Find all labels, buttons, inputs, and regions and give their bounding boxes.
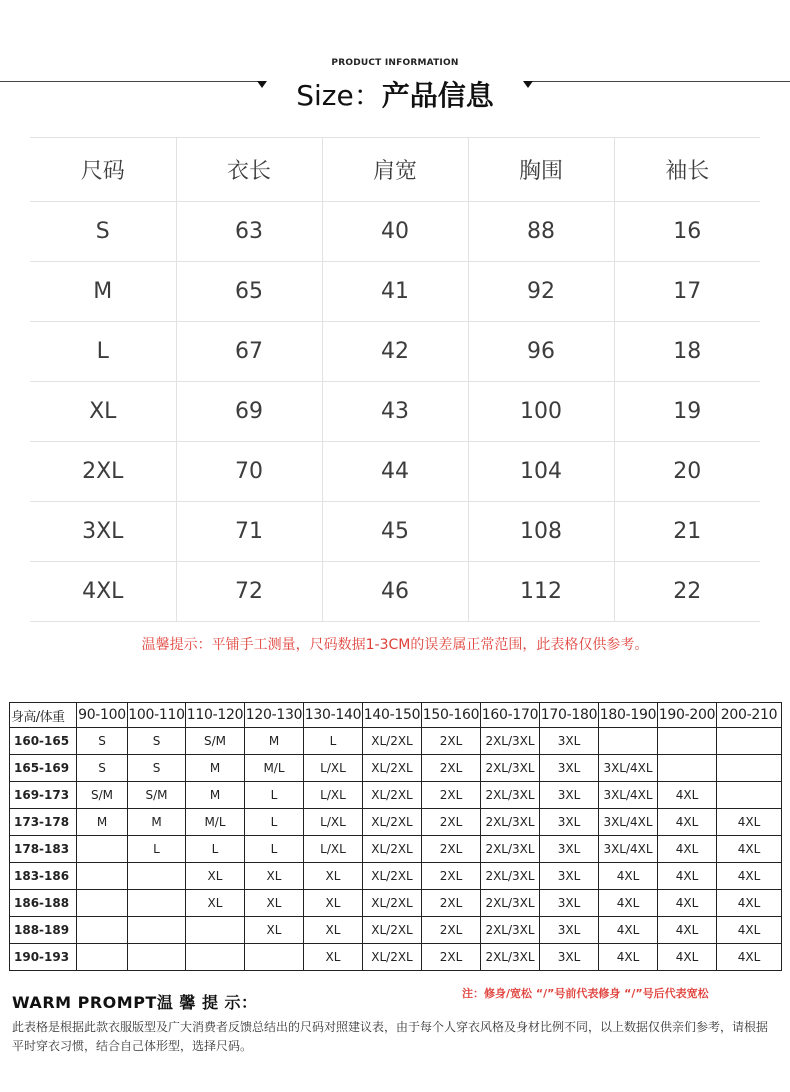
hw-table-height-label: 183-186 (10, 863, 77, 890)
hw-table-cell: XL (186, 863, 245, 890)
size-table-cell: 112 (468, 562, 614, 622)
hw-table-cell: S (77, 755, 128, 782)
hw-table-cell: 4XL (658, 782, 717, 809)
hw-table-cell: XL (304, 890, 363, 917)
hw-table-cell: 4XL (658, 917, 717, 944)
hw-table-cell: XL (304, 863, 363, 890)
hw-table-cell: 4XL (717, 917, 782, 944)
hw-table-cell: 4XL (599, 944, 658, 971)
hw-table-cell: L (186, 836, 245, 863)
hw-table-cell (658, 755, 717, 782)
hw-table-weight-header: 200-210 (717, 703, 782, 728)
hw-table-height-label: 190-193 (10, 944, 77, 971)
hw-table-weight-header: 100-110 (128, 703, 186, 728)
size-table-cell: 2XL (30, 442, 176, 502)
hw-table-cell: 2XL (422, 755, 481, 782)
hw-table-cell: M (245, 728, 304, 755)
hw-table-cell (77, 944, 128, 971)
size-table-cell: 69 (176, 382, 322, 442)
size-table-cell: 4XL (30, 562, 176, 622)
hw-table-height-label: 173-178 (10, 809, 77, 836)
hw-table-cell: XL (304, 917, 363, 944)
size-table-cell: L (30, 322, 176, 382)
hw-table-height-label: 186-188 (10, 890, 77, 917)
size-table-cell: S (30, 202, 176, 262)
hw-table-cell: L (245, 836, 304, 863)
size-table-cell: 45 (322, 502, 468, 562)
hw-table-cell: 3XL/4XL (599, 836, 658, 863)
hw-table-cell (128, 917, 186, 944)
hw-table-cell: 2XL (422, 728, 481, 755)
warm-prompt-description: 此表格是根据此款衣服版型及广大消费者反馈总结出的尺码对照建议表，由于每个人穿衣风格及身材比例不同，以上数据仅供亲们参考，请根据平时穿衣习惯，结合自己体形型，选择尺码。 (12, 1020, 769, 1053)
size-table-cell: 41 (322, 262, 468, 322)
hw-table-cell: XL/2XL (363, 917, 422, 944)
hw-table-cell (77, 836, 128, 863)
hw-table-cell: 4XL (717, 863, 782, 890)
size-table-cell: 46 (322, 562, 468, 622)
size-table-row (30, 442, 760, 502)
size-table-row (30, 382, 760, 442)
hw-table-cell: 2XL/3XL (481, 728, 540, 755)
measurement-tip: 温馨提示：平铺手工测量，尺码数据1-3CM的误差属正常范围，此表格仅供参考。 (141, 637, 649, 653)
size-table-header-cell: 衣长 (176, 138, 322, 202)
hw-table-cell: 2XL/3XL (481, 890, 540, 917)
hw-table-cell: L (245, 809, 304, 836)
hw-table-height-label: 160-165 (10, 728, 77, 755)
size-table-cell: 21 (614, 502, 760, 562)
hw-table-cell: XL (245, 917, 304, 944)
hw-table-cell: XL/2XL (363, 890, 422, 917)
hw-table-weight-header: 130-140 (304, 703, 363, 728)
hw-table-header-row (10, 703, 782, 728)
size-table-cell: 71 (176, 502, 322, 562)
hw-table-cell: 2XL (422, 917, 481, 944)
hw-table-cell: 4XL (658, 944, 717, 971)
hw-table-row (10, 782, 782, 809)
hw-table-cell: 4XL (599, 890, 658, 917)
hw-table-weight-header: 160-170 (481, 703, 540, 728)
hw-table-cell (128, 944, 186, 971)
page-title (0, 74, 790, 114)
title-size-word: Size： (296, 79, 382, 112)
size-table-cell: 40 (322, 202, 468, 262)
hw-table-cell: XL (245, 890, 304, 917)
hw-table-height-label: 188-189 (10, 917, 77, 944)
hw-table-cell: 2XL/3XL (481, 836, 540, 863)
hw-table-cell (77, 917, 128, 944)
hw-table-cell: S (128, 755, 186, 782)
hw-table-cell: 3XL (540, 944, 599, 971)
hw-table-corner-cell: 身高/体重 (10, 703, 77, 728)
size-table-cell: 18 (614, 322, 760, 382)
hw-table-cell: XL (245, 863, 304, 890)
hw-table-cell (128, 863, 186, 890)
hw-table-cell (599, 728, 658, 755)
hw-table-cell: S/M (77, 782, 128, 809)
size-table-cell: 88 (468, 202, 614, 262)
hw-table-cell: 2XL (422, 890, 481, 917)
hw-table-cell: L/XL (304, 836, 363, 863)
hw-table-cell: S/M (128, 782, 186, 809)
hw-table-cell: S (77, 728, 128, 755)
hw-table-cell: M (77, 809, 128, 836)
hw-table-row (10, 755, 782, 782)
size-table-row (30, 502, 760, 562)
size-table-cell: 63 (176, 202, 322, 262)
title-cn: 产品信息 (381, 79, 494, 112)
size-table-cell: XL (30, 382, 176, 442)
hw-table-cell: L (304, 728, 363, 755)
hw-table-cell: M (186, 782, 245, 809)
hw-table-cell: XL (186, 890, 245, 917)
size-table-cell: 96 (468, 322, 614, 382)
hw-table-cell: 4XL (599, 863, 658, 890)
hw-table-weight-header: 170-180 (540, 703, 599, 728)
hw-table-cell: XL (304, 944, 363, 971)
fit-note: 注：修身/宽松 “/”号前代表修身 “/”号后代表宽松 (462, 987, 709, 1000)
size-table-header-cell: 袖长 (614, 138, 760, 202)
size-table-row (30, 202, 760, 262)
hw-table-cell: 3XL (540, 836, 599, 863)
hw-table-cell: 4XL (658, 863, 717, 890)
hw-table-height-label: 165-169 (10, 755, 77, 782)
hw-table-height-label: 169-173 (10, 782, 77, 809)
hw-table-cell: 2XL/3XL (481, 782, 540, 809)
size-table-cell: 16 (614, 202, 760, 262)
hw-table-cell: M/L (186, 809, 245, 836)
size-table-header-cell: 尺码 (30, 138, 176, 202)
size-table-row (30, 562, 760, 622)
size-table-cell: 67 (176, 322, 322, 382)
hw-table-cell: 3XL (540, 917, 599, 944)
size-table-cell: 65 (176, 262, 322, 322)
size-table-cell: 72 (176, 562, 322, 622)
hw-table-cell: 4XL (599, 917, 658, 944)
size-table-cell: 92 (468, 262, 614, 322)
size-table-row (30, 262, 760, 322)
hw-table-cell: 2XL (422, 809, 481, 836)
hw-table-cell: XL/2XL (363, 836, 422, 863)
hw-table-cell: 3XL/4XL (599, 782, 658, 809)
hw-table-cell: M/L (245, 755, 304, 782)
hw-table-cell: 2XL/3XL (481, 755, 540, 782)
hw-table-cell: XL/2XL (363, 755, 422, 782)
size-table-cell: 22 (614, 562, 760, 622)
hw-table-cell: L (128, 836, 186, 863)
hw-table-cell: 4XL (717, 944, 782, 971)
hw-table-row (10, 863, 782, 890)
size-table-row (30, 322, 760, 382)
hw-table-cell (186, 944, 245, 971)
hw-table-cell: XL/2XL (363, 944, 422, 971)
hw-table-cell (186, 917, 245, 944)
size-table-cell: M (30, 262, 176, 322)
hw-table-cell: 4XL (658, 836, 717, 863)
hw-table-cell: 2XL (422, 836, 481, 863)
hw-table-cell: L (245, 782, 304, 809)
warm-prompt-title: WARM PROMPT温 馨 提 示： (12, 993, 258, 1012)
hw-table-cell (77, 890, 128, 917)
hw-table-cell (717, 755, 782, 782)
hw-table-cell: L/XL (304, 755, 363, 782)
eyebrow-text: PRODUCT INFORMATION (331, 58, 459, 68)
hw-table-cell: 3XL (540, 782, 599, 809)
hw-table-cell: 3XL/4XL (599, 755, 658, 782)
size-table-header-cell: 胸围 (468, 138, 614, 202)
hw-table-weight-header: 190-200 (658, 703, 717, 728)
size-table-cell: 108 (468, 502, 614, 562)
hw-table-cell: 2XL/3XL (481, 809, 540, 836)
hw-table-weight-header: 110-120 (186, 703, 245, 728)
hw-table-cell: L/XL (304, 809, 363, 836)
hw-table-cell: M (128, 809, 186, 836)
hw-table-row (10, 890, 782, 917)
hw-table-row (10, 836, 782, 863)
hw-table-cell (77, 863, 128, 890)
size-table-cell: 20 (614, 442, 760, 502)
hw-table-cell: 4XL (717, 836, 782, 863)
hw-table-cell: XL/2XL (363, 809, 422, 836)
size-table-cell: 70 (176, 442, 322, 502)
hw-table-cell: M (186, 755, 245, 782)
hw-table-row (10, 944, 782, 971)
hw-table-cell: 4XL (717, 809, 782, 836)
hw-table-cell: 2XL (422, 863, 481, 890)
hw-table-cell: L/XL (304, 782, 363, 809)
hw-table-cell: 2XL (422, 944, 481, 971)
hw-table-weight-header: 140-150 (363, 703, 422, 728)
size-table-cell: 104 (468, 442, 614, 502)
hw-table-row (10, 728, 782, 755)
size-table-cell: 42 (322, 322, 468, 382)
size-table-cell: 100 (468, 382, 614, 442)
size-table-cell: 43 (322, 382, 468, 442)
hw-table-cell: 3XL (540, 890, 599, 917)
hw-table-cell: S/M (186, 728, 245, 755)
hw-table-weight-header: 90-100 (77, 703, 128, 728)
size-table-cell: 17 (614, 262, 760, 322)
hw-table-cell (658, 728, 717, 755)
hw-table-row (10, 917, 782, 944)
hw-table-cell (717, 782, 782, 809)
hw-table-cell (128, 890, 186, 917)
hw-table-cell: 2XL/3XL (481, 944, 540, 971)
hw-table-weight-header: 150-160 (422, 703, 481, 728)
hw-table-cell: 4XL (658, 809, 717, 836)
hw-table-cell: XL/2XL (363, 728, 422, 755)
hw-table-cell: 2XL (422, 782, 481, 809)
size-table-cell: 3XL (30, 502, 176, 562)
size-table-header-row (30, 138, 760, 202)
hw-table-weight-header: 120-130 (245, 703, 304, 728)
size-table (30, 137, 760, 622)
hw-table-cell: 3XL (540, 809, 599, 836)
hw-table-cell: 2XL/3XL (481, 863, 540, 890)
height-weight-table (9, 702, 782, 971)
hw-table-cell: XL/2XL (363, 782, 422, 809)
size-table-cell: 19 (614, 382, 760, 442)
hw-table-height-label: 178-183 (10, 836, 77, 863)
hw-table-cell: 4XL (717, 890, 782, 917)
size-table-header-cell: 肩宽 (322, 138, 468, 202)
size-table-cell: 44 (322, 442, 468, 502)
hw-table-row (10, 809, 782, 836)
hw-table-cell (717, 728, 782, 755)
hw-table-cell: 4XL (658, 890, 717, 917)
hw-table-weight-header: 180-190 (599, 703, 658, 728)
hw-table-cell: XL/2XL (363, 863, 422, 890)
hw-table-cell: 3XL (540, 863, 599, 890)
hw-table-cell: 3XL (540, 728, 599, 755)
hw-table-cell: 3XL/4XL (599, 809, 658, 836)
hw-table-cell: 2XL/3XL (481, 917, 540, 944)
hw-table-cell: S (128, 728, 186, 755)
hw-table-cell: 3XL (540, 755, 599, 782)
hw-table-cell (245, 944, 304, 971)
